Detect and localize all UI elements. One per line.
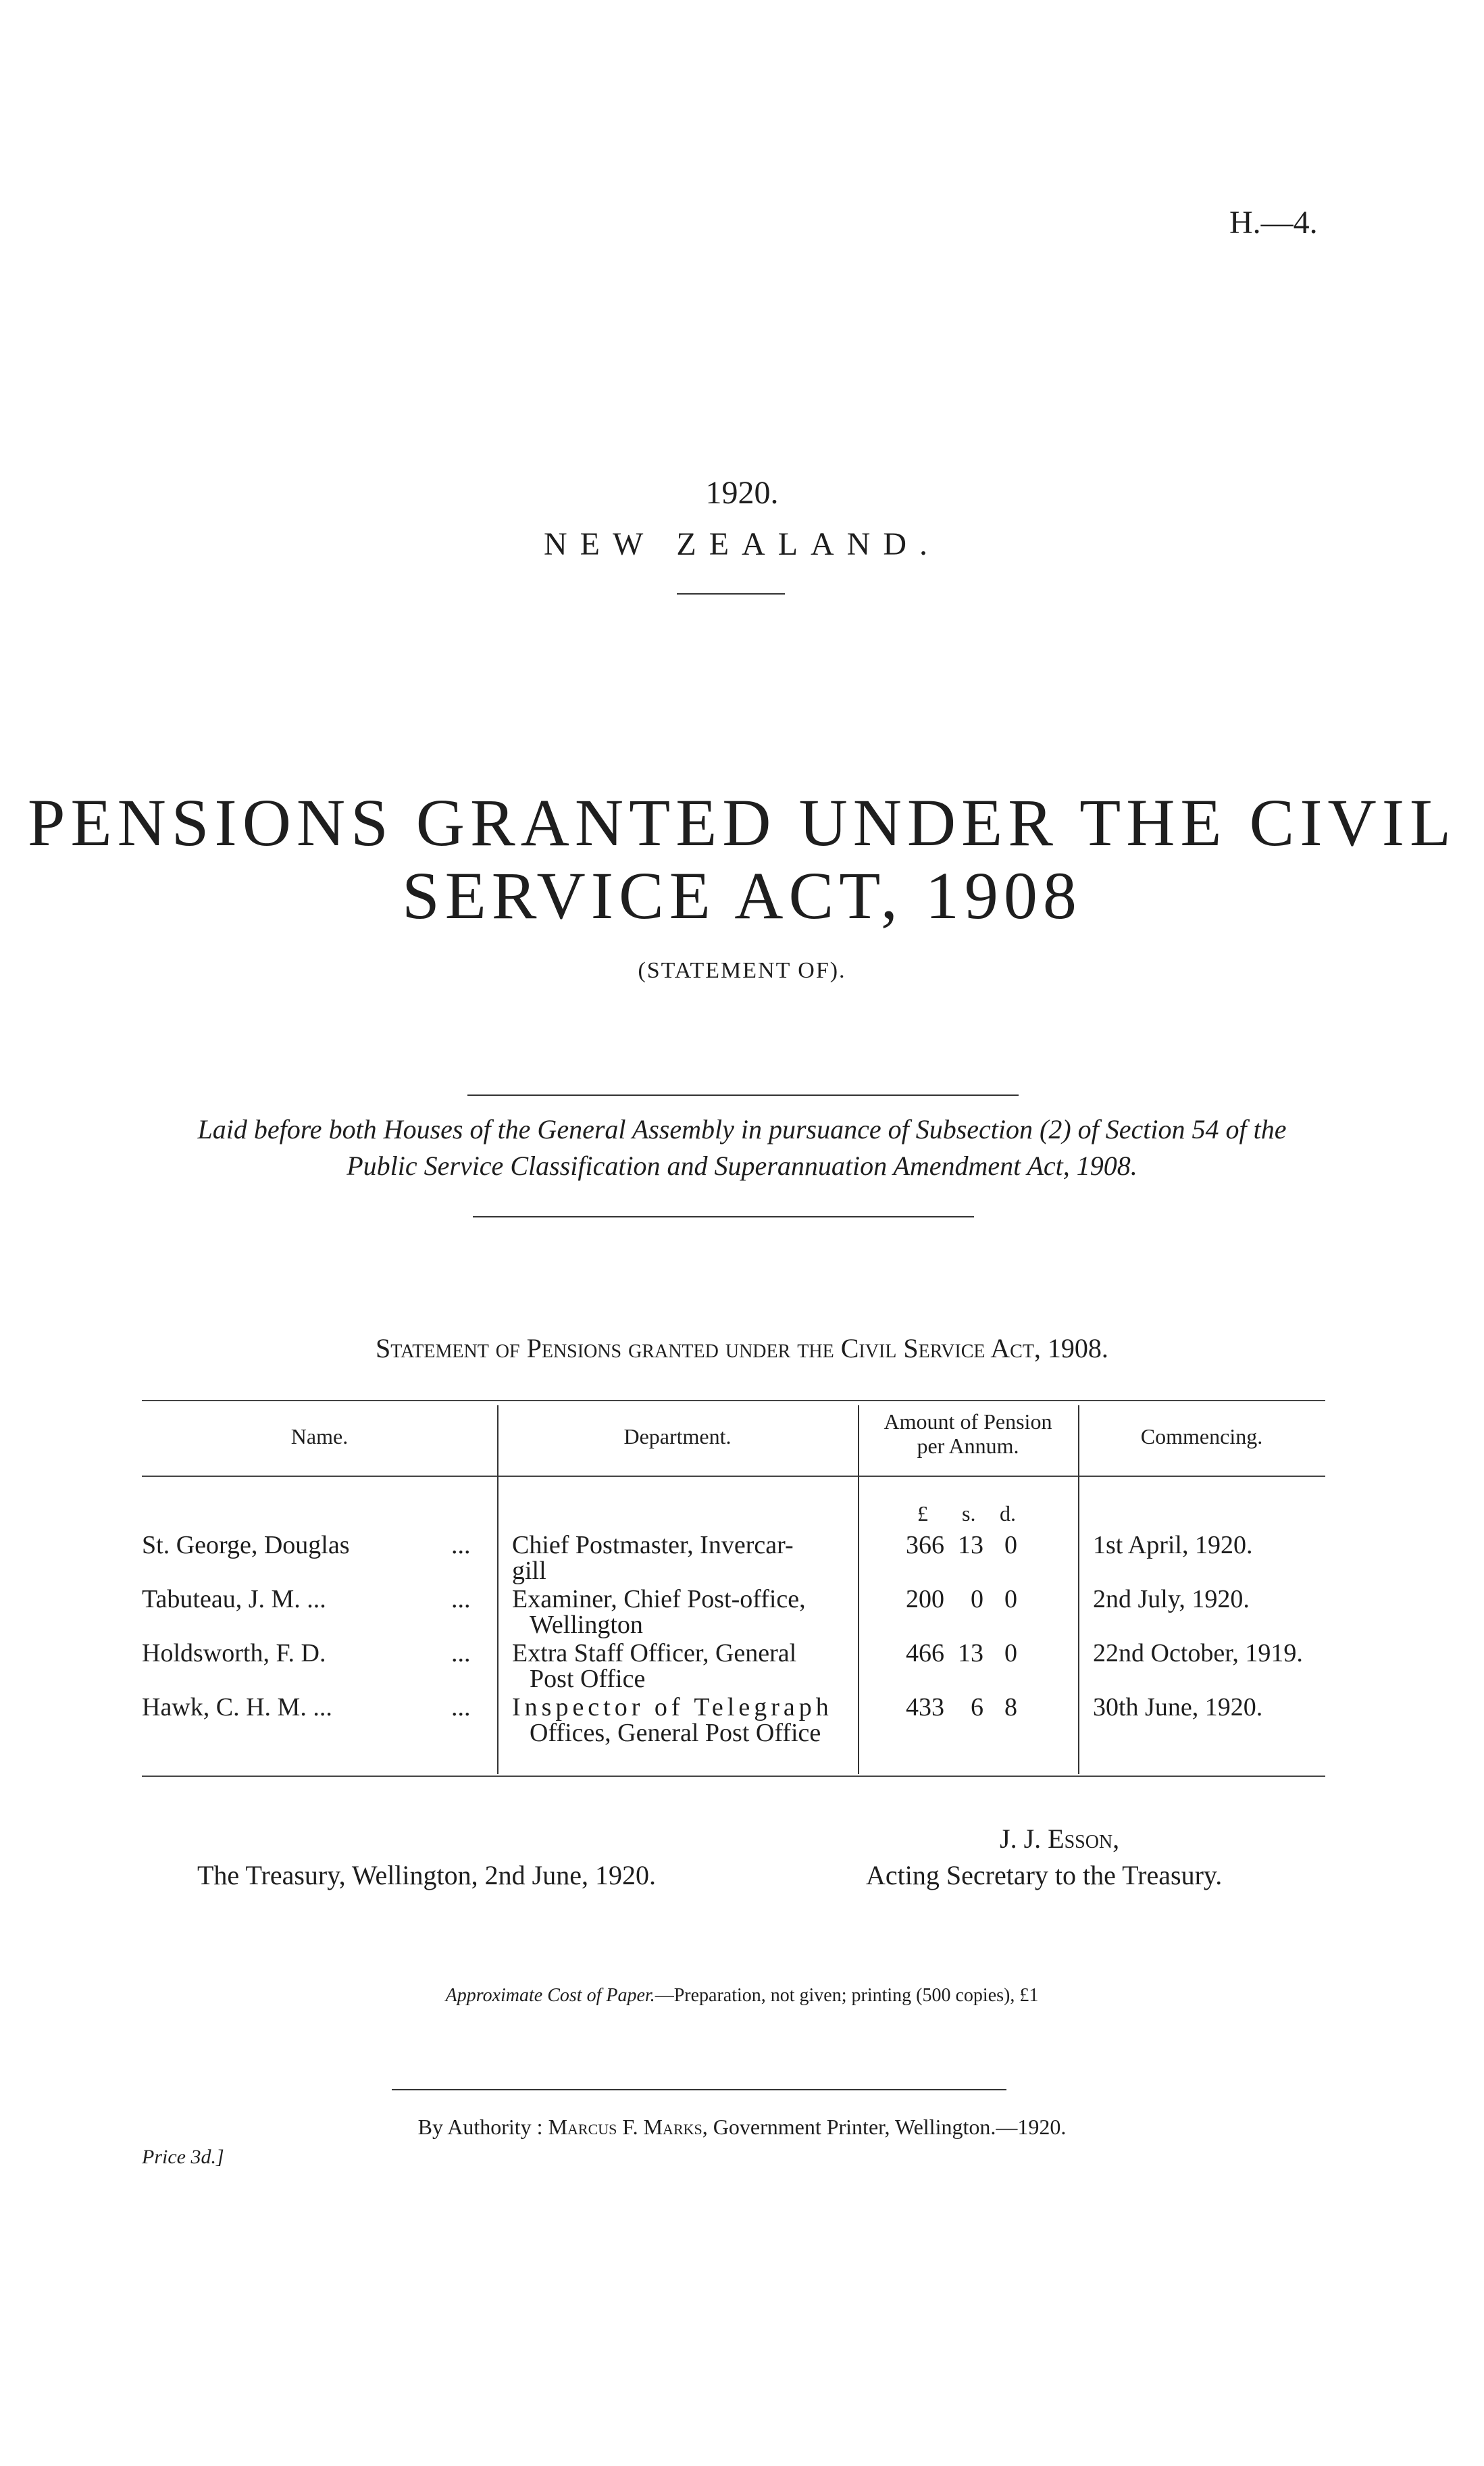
column-divider [497, 1405, 498, 1774]
table-row-name: Tabuteau, J. M. ... [142, 1585, 326, 1613]
signatory-name: J. J. Esson, [1000, 1823, 1120, 1854]
document-reference: H.—4. [1229, 205, 1318, 241]
pensions-table [142, 1400, 1325, 1778]
table-row-shillings: 13 [958, 1639, 983, 1667]
pounds-unit: £ [917, 1501, 928, 1526]
laid-before-text: Laid before both Houses of the General Assembly in pursuance of Subsection (2) of Section 54 of the [197, 1114, 1287, 1144]
cost-label: Approximate Cost of Paper. [445, 1985, 655, 2006]
table-row-pence: 0 [1004, 1531, 1017, 1559]
cost-text: —Preparation, not given; printing (500 copies), £1 [655, 1985, 1039, 2006]
authority-line [0, 2115, 1484, 2140]
table-row-department: Inspector of Telegraph [512, 1693, 833, 1721]
leader-dots: ... [451, 1531, 471, 1559]
table-row-department-continued: Post Office [530, 1665, 646, 1693]
table-row-name: Holdsworth, F. D. [142, 1639, 326, 1667]
column-header-department: Department. [623, 1424, 732, 1449]
pence-unit: d. [1000, 1501, 1016, 1526]
table-row-shillings: 13 [958, 1531, 983, 1559]
page-subtitle: (STATEMENT OF). [638, 958, 846, 983]
column-divider [858, 1405, 859, 1774]
table-row-department: Extra Staff Officer, General [512, 1639, 797, 1667]
table-row-pence: 0 [1004, 1585, 1017, 1613]
column-header-name: Name. [290, 1424, 349, 1449]
authority-suffix: Government Printer, Wellington.—1920. [713, 2115, 1067, 2139]
divider [467, 1094, 1019, 1096]
table-top-rule [142, 1400, 1325, 1401]
price-note: Price 3d.] [142, 2146, 224, 2168]
table-row-shillings: 6 [971, 1693, 983, 1721]
table-header-rule [142, 1476, 1325, 1477]
divider [473, 1216, 974, 1217]
table-row-commencing: 2nd July, 1920. [1093, 1585, 1250, 1613]
column-header-commencing: Commencing. [1140, 1424, 1263, 1449]
table-bottom-rule [142, 1776, 1325, 1777]
table-row-commencing: 1st April, 1920. [1093, 1531, 1253, 1559]
column-header-amount: Amount of Pension [884, 1409, 1052, 1434]
leader-dots: ... [451, 1585, 471, 1613]
table-row-shillings: 0 [971, 1585, 983, 1613]
page-title: PENSIONS GRANTED UNDER THE CIVIL [27, 785, 1457, 860]
printer-name: Marcus F. Marks, [548, 2115, 708, 2139]
table-row-commencing: 22nd October, 1919. [1093, 1639, 1303, 1667]
table-row-commencing: 30th June, 1920. [1093, 1693, 1263, 1721]
authority-prefix: By Authority : [417, 2115, 543, 2139]
leader-dots: ... [451, 1639, 471, 1667]
table-row-name: St. George, Douglas [142, 1531, 350, 1559]
table-row-pounds: 433 [906, 1693, 944, 1721]
laid-before-text-continued: Public Service Classification and Superannuation Amendment Act, 1908. [347, 1151, 1137, 1181]
column-divider [1078, 1405, 1079, 1774]
table-row-pence: 8 [1004, 1693, 1017, 1721]
divider [392, 2089, 1006, 2090]
table-row-department-continued: Offices, General Post Office [530, 1719, 821, 1747]
table-row-department-continued: Wellington [530, 1611, 643, 1639]
document-year: 1920. [705, 475, 779, 511]
table-row-department: Examiner, Chief Post-office, [512, 1585, 806, 1613]
cost-note [0, 1985, 1484, 2007]
table-row-pounds: 200 [906, 1585, 944, 1613]
table-caption: Statement of Pensions granted under the Civil Service Act, 1908. [376, 1333, 1108, 1363]
table-row-pounds: 366 [906, 1531, 944, 1559]
table-row-name: Hawk, C. H. M. ... [142, 1693, 332, 1721]
column-header-amount-continued: per Annum. [917, 1434, 1019, 1458]
leader-dots: ... [451, 1693, 471, 1721]
divider [677, 593, 785, 595]
table-row-department-continued: gill [512, 1557, 546, 1585]
table-row-pence: 0 [1004, 1639, 1017, 1667]
shillings-unit: s. [962, 1501, 976, 1526]
country-heading: NEW ZEALAND. [543, 526, 941, 562]
table-row-department: Chief Postmaster, Invercar- [512, 1531, 794, 1559]
table-row-pounds: 466 [906, 1639, 944, 1667]
page-title-continued: SERVICE ACT, 1908 [402, 858, 1082, 933]
signatory-title: Acting Secretary to the Treasury. [866, 1860, 1223, 1890]
signoff-place-date: The Treasury, Wellington, 2nd June, 1920. [197, 1860, 656, 1890]
